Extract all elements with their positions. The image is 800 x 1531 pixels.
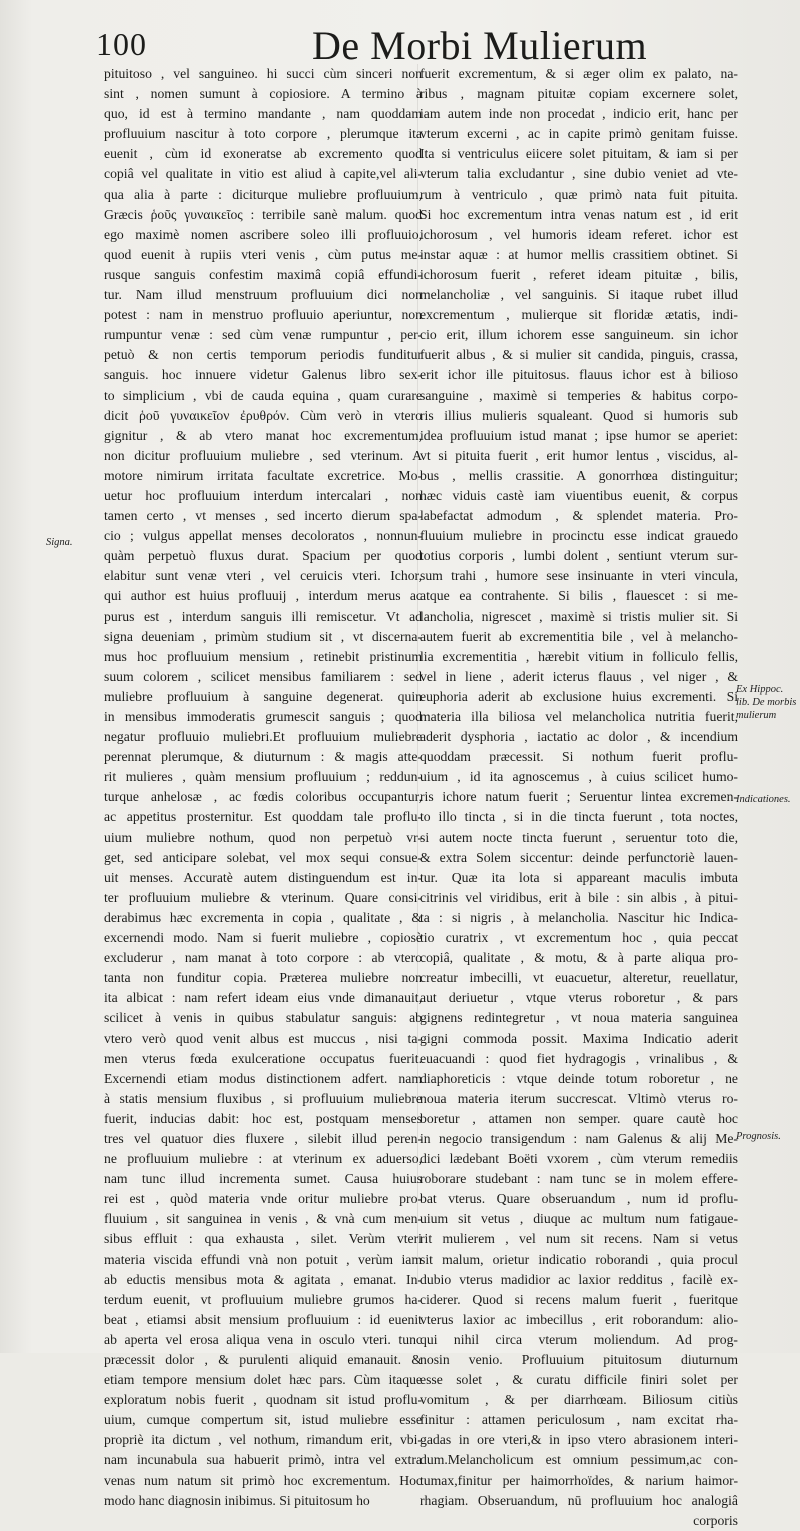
text-line: uium muliebre nothum, quod non perpetuò vr- (104, 829, 422, 845)
text-line: uetur hoc profluuium interdum intercalari , non (104, 487, 422, 503)
text-line: sanguis. hoc innuere videtur Galenus libro sex- (104, 367, 422, 383)
text-line: nosin venio. Profluuium pituitosum diuturnum (420, 1352, 738, 1367)
text-line: profluuium nascitur à toto corpore , plerumque ita (104, 126, 422, 142)
text-line: tur. Quæ ita lota si appareant maculis imbuta (420, 869, 738, 885)
text-line: ichorosum fuerit , referet ideam pituitæ , bilis, (420, 266, 738, 282)
text-line: ris illius mulieris squaleant. Quod si humoris sub (420, 407, 738, 423)
page-number: 100 (96, 26, 147, 62)
text-line: totius corporis , lumbi dolent , sentiunt vterum sur- (420, 548, 738, 564)
text-line: excrementum , mulierque sit floridæ ætatis, indi- (420, 307, 738, 323)
text-line: elabitur sunt venæ vteri , vel ceruicis vteri. Ichor, (104, 568, 422, 584)
text-line: vterus laxior ac imbecillus , erit roborandum: alio- (420, 1311, 738, 1327)
page-header (0, 12, 800, 66)
text-line: uium , id ita agnoscemus , à cuius scilicet humo- (420, 769, 738, 785)
text-line: boretur , attamen non semper. quare cautè hoc (420, 1110, 738, 1126)
text-line: noua materia iterum succrescat. Vltimò vterus ro- (420, 1090, 738, 1106)
text-line: uit menses. Accuratè autem distinguendum est in- (104, 869, 422, 885)
left-text-column (104, 64, 422, 1508)
text-line: diaphoreticis : vtque deinde totum roboretur , ne (420, 1070, 738, 1086)
text-line: pituitoso , vel sanguineo. hi succi cùm sinceri non (104, 66, 422, 81)
text-line: ne profluuium muliebre : at vterinum ex aduerso, (104, 1151, 422, 1167)
text-line: tanta non funditur copia. Præterea muliebre non (104, 970, 422, 986)
text-line: citrinis vel viridibus, erit à bile : sin albis , à pitui- (420, 889, 738, 905)
text-line: in mensibus immoderatis grumescit sanguis ; quod (104, 709, 422, 724)
text-line: terdum euenit, vt profluuium muliebre grumos ha- (104, 1291, 422, 1307)
text-line: men vterus fœda exulceratione occupatus fuerit. (104, 1050, 422, 1066)
text-line: venas num natum sit primò hoc excrementum. Hoc (104, 1472, 422, 1488)
text-line: sit malum, orietur indicatio roborandi , quia procul (420, 1251, 738, 1267)
text-line: vterum excerni , ac in capite primò genitam fuisse. (420, 126, 738, 142)
text-line: muliebre profluuium à sanguine degenerat. quin (104, 688, 422, 704)
text-line: autem fuerit ab excrementitia bile , vel à melancho- (420, 628, 738, 644)
text-line: aut deriuetur , vtque vterus roboretur , & pars (420, 990, 738, 1006)
text-line: beat , etiamsi absit mensium profluuium : id euenit (104, 1311, 422, 1327)
text-line: euacuandi : quod fiet hydragogis , vrinalibus , & (420, 1050, 738, 1066)
text-line: melancholiæ , vel sanguinis. Si itaque rubet illud (420, 287, 738, 303)
text-line: rumpuntur venæ : sed cùm venæ rumpuntur , per- (104, 327, 422, 343)
text-line: gignens redintegretur , vt noua materia sanguinea (420, 1010, 738, 1026)
text-line: idea profluuium istud manat ; ipse humor se aperiet: (420, 427, 738, 443)
text-line: creatur imbecilli, vt euacuetur, alteretur, reuellatur, (420, 970, 738, 986)
text-line: finitur : attamen periculosum , nam excitat rha- (420, 1412, 738, 1428)
text-line: qui nihil circa vterum moliendum. Ad prog- (420, 1331, 738, 1347)
text-line: vtero verò quod venit albus est muccus , nisi ta- (104, 1030, 422, 1046)
text-line: nam incunabula sua habuerit primò, intra vel extra (104, 1452, 422, 1468)
right-text-column (420, 64, 738, 1528)
text-line: copiâ vel qualitate in vitio est aliud à capite,vel ali- (104, 166, 422, 182)
text-line: sint , nomen sumunt à copiosiore. A termino à (104, 86, 422, 102)
text-line: quo, id est à termino mandante , nam quoddam (104, 106, 422, 122)
text-line: motore nimirum irritata facultate excretrice. Mo- (104, 467, 422, 483)
text-line: rit mulierem , vel num sit recens. Nam si vetus (420, 1231, 738, 1247)
text-line: perennat plerumque, & diuturnum : & magis atte- (104, 749, 422, 765)
text-line: tres vel quatuor dies fluxere , silebit illud peren- (104, 1130, 422, 1146)
text-line: mus hoc profluuium mensium , retinebit pristinum (104, 648, 422, 664)
text-line: sum trahi , humore sese insinuante in vteri vincula, (420, 568, 738, 584)
text-line: excernendi modo. Nam si fuerit muliebre , copiosè (104, 930, 422, 946)
text-line: dubio vterus madidior ac laxior redditus , facilè ex- (420, 1271, 738, 1287)
text-line: turque anhelosæ , ac fœdis coloribus occupantur, (104, 789, 422, 805)
text-line: lia excrementitia , hærebit vitium in folliculo fellis, (420, 648, 738, 664)
text-line: potest : nam in menstruo profluuio aperiuntur, non (104, 307, 422, 323)
text-line: iam autem inde non procedat , indicio erit, hanc per (420, 106, 738, 122)
text-line: Ita si ventriculus eiicere solet pituitam, & iam si per (420, 146, 738, 162)
text-line: to simplicium , vbi de cauda equina , quam curare (104, 387, 422, 403)
text-line: uium sit vetus , diuque ac multum num fatigaue- (420, 1211, 738, 1227)
text-line: euphoria aderit ab exclusione huius excrementi. Si (420, 688, 738, 704)
text-line: corporis (693, 1512, 738, 1528)
text-line: etiam tempore mensium dolet hæc pars. Cùm itaque (104, 1372, 422, 1388)
text-line: aderit dysphoria , iactatio ac dolor , & incendium (420, 729, 738, 745)
text-line: esse solet , & curatu difficile finiri solet per (420, 1372, 738, 1388)
text-line: negatur profluuio muliebri.Et profluuium muliebre (104, 729, 422, 745)
text-line: ego maximè nomen ascribere soleo illi profluuio, (104, 226, 422, 242)
text-line: rusque sanguis confestim maximâ copiâ effundi- (104, 266, 422, 282)
text-line: nam tunc illud incrementa sumet. Causa huius (104, 1171, 422, 1187)
margin-note-prognosis: Prognosis. (736, 1131, 781, 1142)
text-line: materia illa biliosa vel melancholica nutritia fuerit, (420, 709, 738, 724)
text-line: Græcis ῥοῦς γυναικεῖος : terribile sanè malum. quod (104, 206, 422, 222)
text-line: & extra Solem siccentur: deinde perfunctoriè lauen- (420, 849, 738, 865)
text-line: sanguine , maximè si temperies & habitus corpo- (420, 387, 738, 403)
text-line: vterum talia excludantur , sine dubio veniet ad vte- (420, 166, 738, 182)
text-line: to illo tincta , si in die tincta fuerunt , tota noctes, (420, 809, 738, 825)
text-line: erit ichor ille pituitosus. flauus ichor est à bilioso (420, 367, 738, 383)
text-line: ab aperta vel erosa aliqua vena in osculo vteri. tunc (104, 1331, 422, 1347)
text-line: vomitum , & per diarrhœam. Biliosum citiùs (420, 1392, 738, 1408)
text-line: fluuium muliebre in procinctu esse indicat grauedo (420, 528, 738, 544)
text-line: non dicitur profluuium muliebre , sed vterinum. A (104, 447, 422, 463)
text-line: tur. Nam illud menstruum profluuium dici non (104, 287, 422, 303)
text-line: ab eductis mensibus mota & agitata , emanat. In- (104, 1271, 422, 1287)
text-line: bus , mellis crassitie. A gonorrhœa distinguitur; (420, 467, 738, 483)
text-line: hæc viduis castè iam viuentibus euenit, & corpus (420, 487, 738, 503)
text-line: exploratum nobis fuerit , quodnam sit istud proflu- (104, 1392, 422, 1408)
text-line: scilicet à venis in quibus stabulatur sanguis: ab (104, 1010, 422, 1026)
text-line: dum.Melancholicum est omnium pessimum,ac con- (420, 1452, 738, 1468)
text-line: qua alia à parte : diciturque muliebre profluuium, (104, 186, 422, 202)
text-line: purus est , interdum sanguis illi remiscetur. Vt ad (104, 608, 422, 624)
text-line: quoddam præcessit. Si nothum fuerit proflu- (420, 749, 738, 765)
text-line: rhagiam. Obseruandum, nū profluuium hoc analogiâ (420, 1492, 738, 1508)
text-line: derabimus hæc excrementa in copia , qualitate , & (104, 909, 422, 925)
text-line: in negocio transigendum : nam Galenus & alij Me- (420, 1130, 738, 1146)
text-line: vel in liene , aderit icterus flauus , vel niger , & (420, 668, 738, 684)
text-line: si autem nocte tincta fuerunt , seruentur toto die, (420, 829, 738, 845)
text-line: gadas in ore vteri,& in ipso vtero abrasionem interi- (420, 1432, 738, 1448)
text-line: signa deueniam , primùm studium sit , vt discerna- (104, 628, 422, 644)
text-line: bat vterus. Quare obseruandum , num id proflu- (420, 1191, 738, 1207)
text-line: tamen certo , vt menses , sed incerto dierum spa- (104, 508, 422, 524)
text-line: gigni commoda possit. Maxima Indicatio aderit (420, 1030, 738, 1046)
text-line: cio erit, illum ichorem esse sanguineum. sin ichor (420, 327, 738, 343)
text-line: Excernendi etiam modus distinctionem adfert. nam (104, 1070, 422, 1086)
text-line: rei est , quòd materia vnde oritur muliebre pro- (104, 1191, 422, 1207)
text-line: dicit ῥοῦ γυναικεῖον ἐρυθρόν. Cùm verò in vtero (104, 407, 422, 423)
text-line: uium, cumque compertum sit, istud muliebre esse (104, 1412, 422, 1428)
text-line: ac appetitus prosternitur. Est quoddam tale proflu- (104, 809, 422, 825)
text-line: suum colorem , scilicet mensibus familiarem : sed (104, 668, 422, 684)
text-line: qui author est huius profluuij , interdum merus ac (104, 588, 422, 604)
text-line: vt si pituita fuerit , erit humor lentus , viscidus, al- (420, 447, 738, 463)
text-line: ta : si nigris , à melancholia. Nascitur hic Indica- (420, 909, 738, 925)
text-line: instar aquæ : at humor mellis crassitiem obtinet. Si (420, 246, 738, 262)
text-line: à statis mensium fluxibus , si profluuium muliebre (104, 1090, 422, 1106)
text-line: quàm perpetuò fluxus durat. Spacium per quod (104, 548, 422, 564)
text-line: ter profluuium muliebre & vterinum. Quare consi- (104, 889, 422, 905)
text-line: fluuium , sit sanguinea in venis , & vnà cum men- (104, 1211, 422, 1227)
text-line: get, sed anticipare solebat, vel mox sequi consue- (104, 849, 422, 865)
margin-note-signa: Signa. (46, 537, 73, 548)
text-line: dici lædebant Boëti vxorem , cùm vterum remediis (420, 1151, 738, 1167)
text-line: ribus , magnam pituitæ copiam excernere solet, (420, 86, 738, 102)
text-line: copiâ, qualitate , & motu, & à parte aliqua pro- (420, 950, 738, 966)
margin-note-hippocrates: Ex Hippoc. lib. De morbis mulierum (736, 684, 797, 721)
text-line: petuò & non certis temporum periodis funditur (104, 347, 422, 363)
text-line: quod euenit à rupiis vteri venis , cùm putus me- (104, 246, 422, 262)
text-line: excluderur , nam manat à toto corpore : ab vtero (104, 950, 422, 966)
column-gutter (417, 64, 418, 1284)
text-line: fuerit, inducias dabit: hoc est, postquam menses (104, 1110, 422, 1126)
text-line: ichorosum , vel humoris ideam referet. ichor est (420, 226, 738, 242)
text-line: modo hanc diagnosin inibimus. Si pituitosum ho (104, 1492, 370, 1508)
text-line: labefactat admodum , & splendet materia. Pro- (420, 508, 738, 524)
margin-note-indications: Indicationes. (736, 794, 791, 805)
text-line: tumax,finitur per haimorrhoïdes, & narium haimor- (420, 1472, 738, 1488)
text-line: gignitur , & ab vtero manat hoc excrementum, (104, 427, 422, 443)
text-line: ris ichore natum fuerit ; Seruentur lintea excremen- (420, 789, 738, 805)
running-head: De Morbi Mulierum (312, 23, 648, 68)
text-line: propriè ita dictum , vel nothum, rimandum erit, vbi- (104, 1432, 422, 1448)
text-line: fuerit albus , & si mulier sit candida, pinguis, crassa, (420, 347, 738, 363)
text-line: rit mulieres , quàm mensium profluuium ; reddun- (104, 769, 422, 785)
text-line: Si hoc excrementum intra venas natum est , id erit (420, 206, 738, 222)
text-line: tio curatrix , vt excrementum hoc , quia peccat (420, 930, 738, 946)
text-line: sibus effluit : qua exhausta , silet. Verùm vteri (104, 1231, 422, 1247)
text-line: ciderer. Quod si recens malum fuerit , fueritque (420, 1291, 738, 1307)
text-line: ita albicat : nam refert ideam eius vnde dimanauit, (104, 990, 422, 1006)
text-line: lancholia, nigrescet , maximè si tristis mulier sit. Si (420, 608, 738, 624)
text-line: fuerit excrementum, & si æger olim ex palato, na- (420, 66, 738, 81)
text-line: præcessit dolor , & purulenti aliquid emanauit. & (104, 1352, 422, 1367)
text-line: roborare studebant : nam tunc se in molem effere- (420, 1171, 738, 1187)
text-line: euenit , cùm id exoneratse ab excremento quod (104, 146, 422, 162)
text-line: cio ; vulgus appellat menses decoloratos , nonnun- (104, 528, 422, 544)
text-line: atque ea contrahente. Si bilis , flauescet : si me- (420, 588, 738, 604)
text-line: rum à ventriculo , quæ primò nata fuit pituita. (420, 186, 738, 202)
text-line: materia viscida effundi vnà non potuit , verùm iam (104, 1251, 422, 1267)
